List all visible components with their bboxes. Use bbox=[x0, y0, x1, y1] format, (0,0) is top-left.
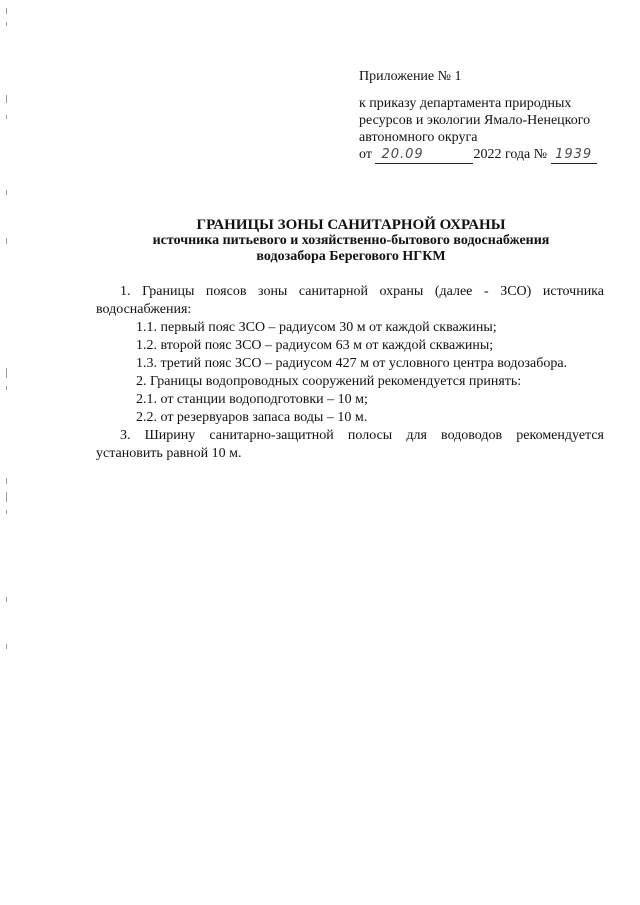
appendix-line-1: к приказу департамента природных bbox=[359, 96, 572, 111]
appendix-title: Приложение № 1 bbox=[359, 69, 462, 84]
paragraph-2-2: 2.2. от резервуаров запаса воды – 10 м. bbox=[136, 410, 368, 425]
heading-line-2: источника питьевого и хозяйственно-бытового водоснабжения bbox=[152, 233, 550, 248]
appendix-block bbox=[359, 68, 629, 164]
date-field bbox=[375, 146, 473, 164]
paragraph-3: 3. Ширину санитарно-защитной полосы для водоводов рекомендуется установить равной 10 м. bbox=[96, 428, 604, 461]
heading-line-3: водозабора Берегового НГКМ bbox=[256, 249, 446, 264]
number-field bbox=[551, 146, 597, 164]
paragraph-1-2: 1.2. второй пояс ЗСО – радиусом 63 м от каждой скважины; bbox=[136, 338, 494, 353]
paragraph-1-3: 1.3. третий пояс ЗСО – радиусом 427 м от условного центра водозабора. bbox=[136, 356, 568, 371]
paragraph-1: 1. Границы поясов зоны санитарной охраны (далее - ЗСО) источника водоснабжения: bbox=[96, 284, 604, 317]
document-body bbox=[96, 283, 604, 463]
paragraph-1-1: 1.1. первый пояс ЗСО – радиусом 30 м от каждой скважины; bbox=[136, 320, 497, 335]
year-text: 2022 года № bbox=[473, 147, 548, 162]
appendix-line-2: ресурсов и экологии Ямало-Ненецкого bbox=[359, 113, 591, 128]
scan-margin-marks bbox=[0, 0, 14, 905]
paragraph-2: 2. Границы водопроводных сооружений рекомендуется принять: bbox=[136, 374, 522, 389]
document-heading bbox=[96, 217, 606, 265]
heading-line-1: ГРАНИЦЫ ЗОНЫ САНИТАРНОЙ ОХРАНЫ bbox=[196, 217, 506, 233]
order-date-line bbox=[359, 146, 629, 164]
handwritten-number: 1939 bbox=[555, 147, 593, 162]
handwritten-date: 20.09 bbox=[381, 147, 424, 162]
date-prefix: от bbox=[359, 147, 372, 162]
appendix-line-3: автономного округа bbox=[359, 130, 478, 145]
paragraph-2-1: 2.1. от станции водоподготовки – 10 м; bbox=[136, 392, 368, 407]
